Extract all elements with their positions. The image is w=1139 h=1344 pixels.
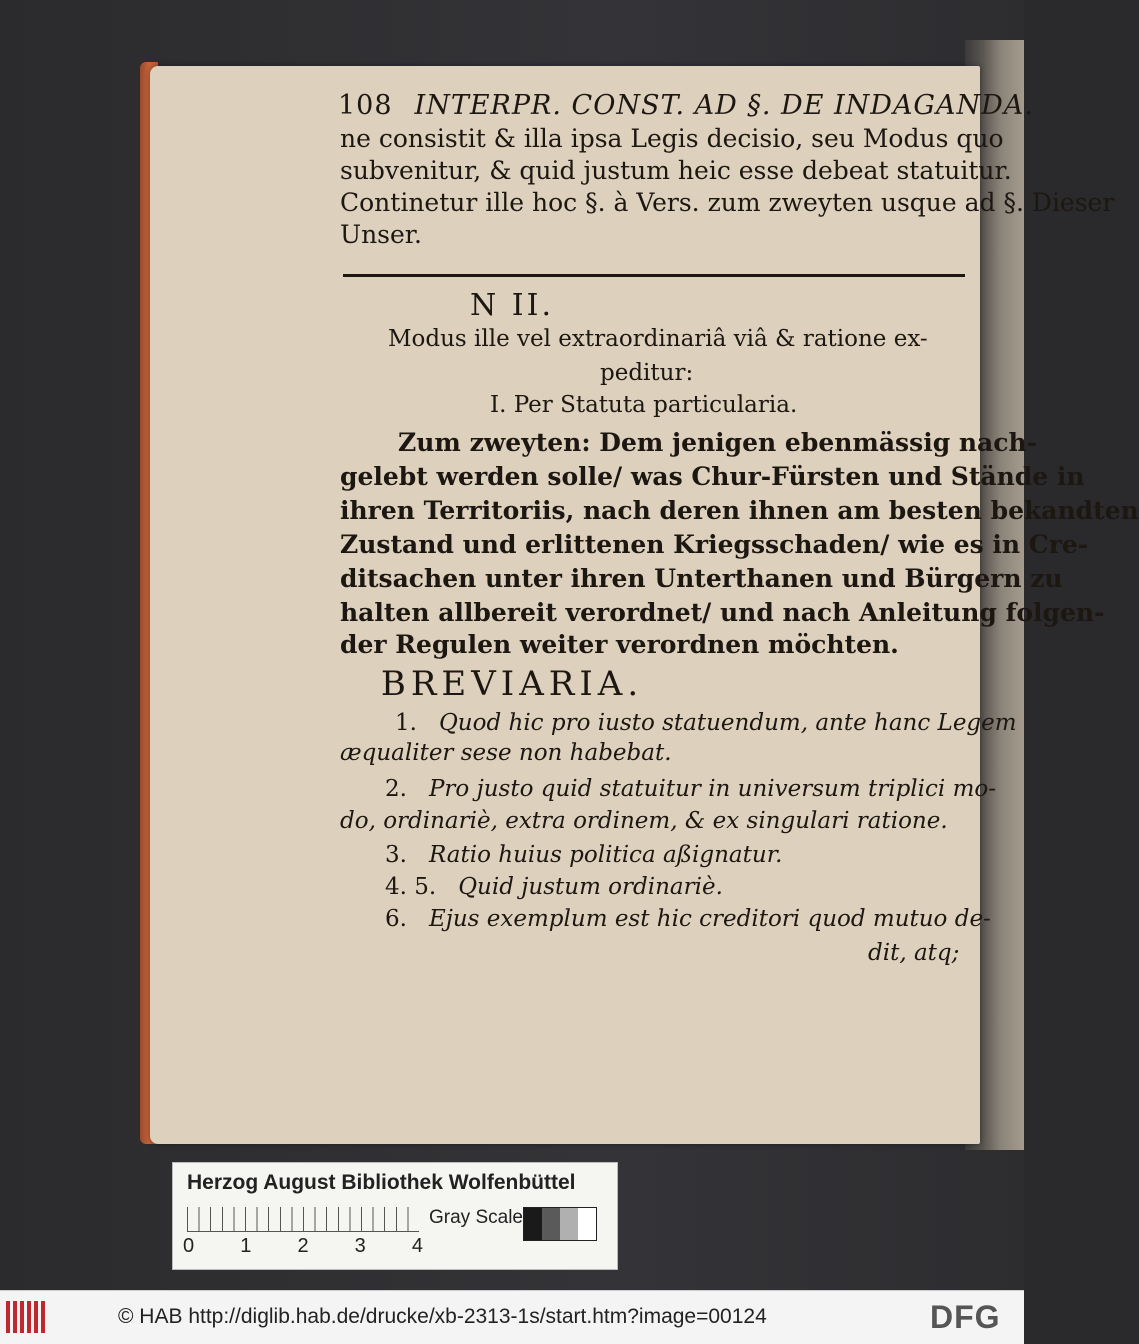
item-text: Ejus exemplum est hic creditori quod mutuo de- [428,906,991,932]
item-text: Quid justum ordinariè. [458,874,723,900]
swatch [542,1208,560,1240]
scale-ruler [187,1207,419,1232]
breviaria-item [385,874,723,900]
breviaria-item [385,906,991,932]
intro-line: subvenitur, & quid justum heic esse debeat statuitur. [340,156,1012,185]
color-calibration-card [172,1162,618,1270]
german-text-line: gelebt werden solle/ was Chur-Fürsten und Stände in [340,462,1085,491]
item-text: Ratio huius politica aßignatur. [428,842,783,868]
dfg-logo: DFG [930,1299,1001,1335]
breviaria-item [385,842,782,868]
intro-line: Unser. [340,220,422,249]
footer-bar [0,1290,1024,1344]
section-title-line: Modus ille vel extraordinariâ viâ & ratione ex- [388,326,928,352]
german-text-line: ihren Territoriis, nach deren ihnen am besten bekandten [340,496,1139,525]
german-text-line: ditsachen unter ihren Unterthanen und Bürgern zu [340,564,1063,593]
running-head-title: INTERPR. CONST. AD §. DE INDAGANDA. [414,90,1034,121]
section-rule [343,274,965,277]
item-number: 2. [385,776,407,802]
breviaria-item [395,710,1017,736]
ruler-number: 1 [240,1235,252,1257]
library-name: Herzog August Bibliothek Wolfenbüttel [187,1171,576,1194]
german-text-line: Zustand und erlittenen Kriegsschaden/ wie es in Cre- [340,530,1089,559]
german-text-line: halten allbereit verordnet/ und nach Anleitung folgen- [340,598,1105,627]
breviaria-heading: BREVIARIA. [380,664,644,704]
ruler-number: 2 [297,1235,309,1257]
running-head [338,90,1034,121]
hab-logo-icon [6,1301,46,1333]
intro-line: ne consistit & illa ipsa Legis decisio, seu Modus quo [340,124,1004,153]
breviaria-item [385,776,996,802]
footer-credit-link[interactable]: © HAB http://diglib.hab.de/drucke/xb-2313-1s/start.htm?image=00124 [118,1305,767,1328]
ruler-number: 3 [354,1235,366,1257]
breviaria-item-cont: æqualiter sese non habebat. [340,740,672,766]
swatch [560,1208,578,1240]
section-title-line: peditur: [600,360,694,386]
gray-scale-label: Gray Scale [429,1207,523,1228]
swatch [524,1208,542,1240]
item-number: 1. [395,710,417,736]
item-text: Quod hic pro iusto statuendum, ante hanc Legem [438,710,1017,736]
german-text-line: Zum zweyten: Dem jenigen ebenmässig nach- [398,428,1038,457]
swatch [578,1208,596,1240]
page-number: 108 [338,90,393,121]
breviaria-item-cont: dit, atq; [868,940,960,966]
gray-swatches [523,1207,597,1241]
section-number: N II. [469,288,555,323]
ruler-number: 4 [411,1235,423,1257]
item-text: Pro justo quid statuitur in universum triplici mo- [428,776,996,802]
ruler-number: 0 [183,1235,195,1257]
sub-title: I. Per Statuta particularia. [490,392,798,418]
item-number: 3. [385,842,407,868]
ruler-numbers [183,1235,423,1258]
item-number: 6. [385,906,407,932]
intro-line: Continetur ille hoc §. à Vers. zum zweyten usque ad §. Dieser [340,188,1115,217]
breviaria-item-cont: do, ordinariè, extra ordinem, & ex singulari ratione. [340,808,948,834]
item-number: 4. 5. [385,874,437,900]
german-text-line: der Regulen weiter verordnen möchten. [340,630,899,659]
